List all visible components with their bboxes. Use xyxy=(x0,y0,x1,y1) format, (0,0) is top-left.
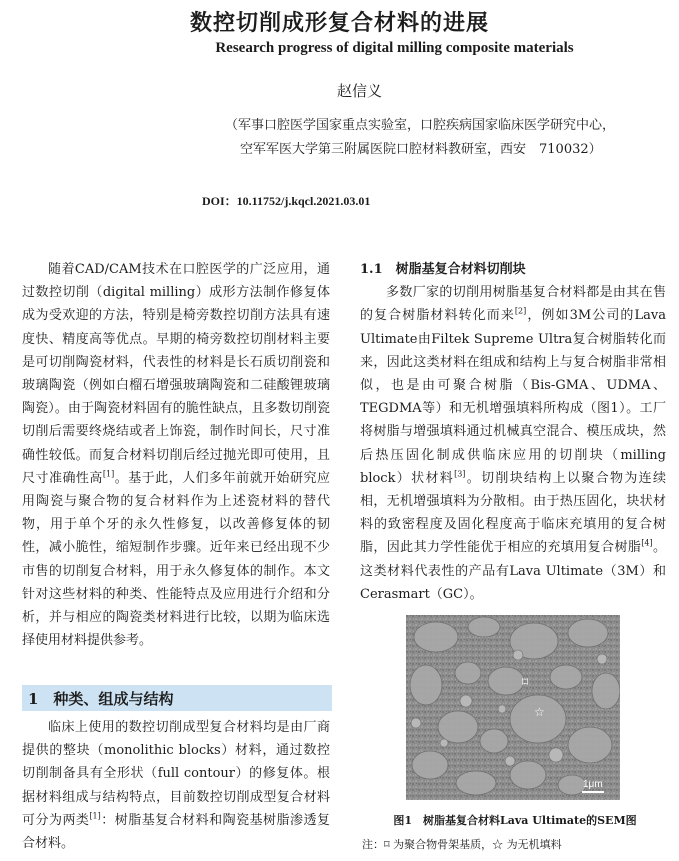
sub-text-c: 。切削块结构上以聚合物为连续相，无机增强填料为分散相。由于热压固化，块状材料的致密程度及固化程度高于临床充填用的复合树脂，因此其力学性能优于相应的充填用复合树脂 xyxy=(360,470,666,556)
sub-text-b: ，例如3M公司的Lava Ultimate由Filtek Supreme Ultra复合树脂转化而来，因此这类材料在组成和结构上与复合树脂非常相似，也是由可聚合树脂（Bis-GMA、UDMA、TEGDMA等）和无机增强填料所构成（图1）。工厂将树脂与增强填料通过机械真空混合、模压成块，然后热压固化制成供临床应用的切削块（milling block）状材料 xyxy=(360,308,666,486)
filler-marker: ☆ xyxy=(534,705,545,719)
intro-column xyxy=(22,258,330,652)
ref-3[interactable]: [3] xyxy=(454,469,466,479)
scale-bar xyxy=(582,791,604,793)
affiliation-line-1: （军事口腔医学国家重点实验室，口腔疾病国家临床医学研究中心， xyxy=(225,118,616,133)
sub-text-d: 。这类材料代表性的产品有Lava Ultimate（3M）和Cerasmart（GC）。 xyxy=(360,540,666,602)
subsection-1-1-paragraph xyxy=(360,281,666,606)
section-1-title: 1 种类、组成与结构 xyxy=(28,690,174,708)
article-title-english: Research progress of digital milling composite materials xyxy=(215,40,574,56)
sub-text-a: 多数厂家的切削用树脂基复合材料都是由其在售的复合树脂材料转化而来 xyxy=(360,285,666,324)
polymer-matrix-marker: ⌑ xyxy=(522,675,529,689)
figure-note: 注：⌑ 为聚合物骨架基质，☆ 为无机填料 xyxy=(362,838,562,851)
section-1-text-2: ：树脂基复合材料和陶瓷基树脂渗透复合材料。 xyxy=(22,812,330,852)
section-1-body xyxy=(22,716,330,855)
author: 赵信义 xyxy=(336,82,382,100)
section-1-paragraph xyxy=(22,716,330,855)
scale-label: 1μm xyxy=(583,779,603,790)
ref-4[interactable]: [4] xyxy=(641,539,653,549)
ref-1b[interactable]: [1] xyxy=(89,811,101,821)
section-1-heading-bar xyxy=(22,685,332,711)
right-column xyxy=(360,258,666,606)
figure-caption: 图1 树脂基复合材料Lava Ultimate的SEM图 xyxy=(393,814,637,827)
intro-paragraph xyxy=(22,258,330,652)
ref-2[interactable]: [2] xyxy=(514,307,527,317)
affiliation-line-2: 空军军医大学第三附属医院口腔材料教研室，西安 710032） xyxy=(240,142,602,157)
sem-figure xyxy=(406,615,620,800)
intro-text-1: 随着CAD/CAM技术在口腔医学的广泛应用，通过数控切削（digital milling）成形方法制作修复体成为受欢迎的方法，特别是椅旁数控切削方法具有速度快、精度高等优点。早期的椅旁数控切削材料主要是可切削陶瓷材料，代表性的材料是长石质切削瓷和玻璃陶瓷（例如白榴石增强玻璃陶瓷和二硅酸锂玻璃陶瓷）。由于陶瓷材料固有的脆性缺点，且多数切削瓷切削后需要终烧结或者上饰瓷，制作时间长，尺寸准确性较低。而复合材料切削后经过抛光即可使用，且尺寸准确性高 xyxy=(22,262,330,486)
doi: DOI：10.11752/j.kqcl.2021.03.01 xyxy=(202,194,371,208)
intro-text-2: 。基于此，人们多年前就开始研究应用陶瓷与聚合物的复合材料作为上述瓷材料的替代物，用于单个牙的永久性修复，以改善修复体的韧性，减小脆性，缩短制作步骤。近年来已经出现不少市售的切削复合材料，用于永久修复体的制作。本文针对这些材料的种类、性能特点及应用进行介绍和分析，并与相应的陶瓷类材料进行比较，以期为临床选择使用材料提供参考。 xyxy=(22,470,330,649)
ref-1[interactable]: [1] xyxy=(102,469,115,479)
sem-image xyxy=(406,615,620,800)
section-1-text-1: 临床上使用的数控切削成型复合材料均是由厂商提供的整块（monolithic blocks）材料，通过数控切削制备具有全形状（full contour）的修复体。根据材料组成与结构特点，目前数控切削成型复合材料可分为两类 xyxy=(22,720,330,828)
article-title: 数控切削成形复合材料的进展 xyxy=(189,10,489,36)
subsection-1-1-title: 1.1 树脂基复合材料切削块 xyxy=(360,262,526,277)
